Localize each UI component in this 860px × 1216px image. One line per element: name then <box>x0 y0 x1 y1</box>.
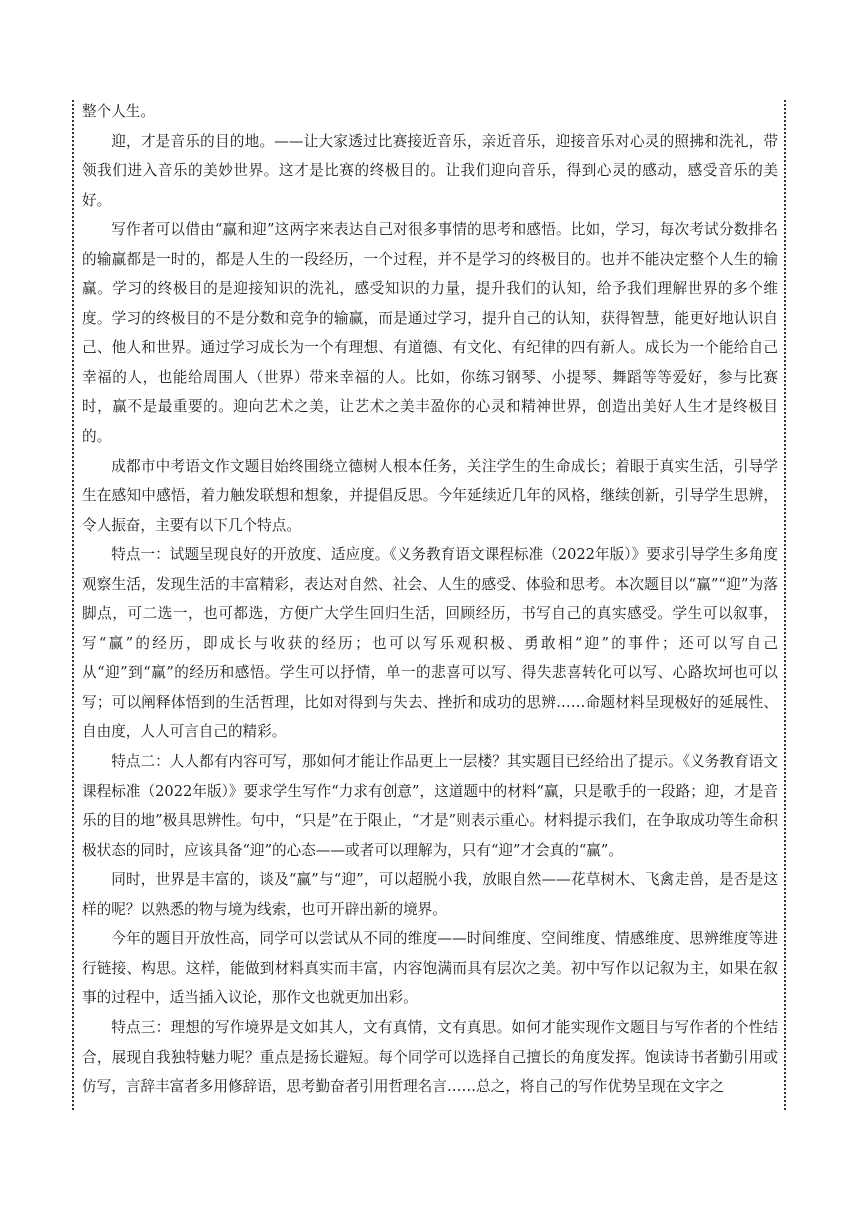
paragraph: 特点三：理想的写作境界是文如其人，文有真情，文有真思。如何才能实现作文题目与写作者的个性结合，展现自我独特魅力呢？重点是扬长避短。每个同学可以选择自己擅长的角度发挥。饱读诗书者勤引用或仿写，言辞丰富者多用修辞语，思考勤奋者引用哲理名言……总之，将自己的写作优势呈现在文字之 <box>82 1018 778 1096</box>
paragraph: 今年的题目开放性高，同学可以尝试从不同的维度——时间维度、空间维度、情感维度、思辨维度等进行链接、构思。这样，能做到材料真实而丰富，内容饱满而具有层次之美。初中写作以记叙为主，如果在叙事的过程中，适当插入议论，那作文也就更加出彩。 <box>82 930 778 1007</box>
paragraph: 整个人生。 <box>82 103 155 120</box>
paragraph: 成都市中考语文作文题目始终围绕立德树人根本任务，关注学生的生命成长；着眼于真实生活，引导学生在感知中感悟，着力触发联想和想象，并提倡反思。今年延续近几年的风格，继续创新，引导学生思辨，令人振奋，主要有以下几个特点。 <box>82 457 778 534</box>
paragraph: 同时，世界是丰富的，谈及“赢”与“迎”，可以超脱小我，放眼自然——花草树木、飞禽走兽，是否是这样的呢？以熟悉的物与境为线索，也可开辟出新的境界。 <box>82 871 778 918</box>
paragraph: 迎，才是音乐的目的地。——让大家透过比赛接近音乐，亲近音乐，迎接音乐对心灵的照拂和洗礼，带领我们进入音乐的美妙世界。这才是比赛的终极目的。让我们迎向音乐，得到心灵的感动，感受音乐的美好。 <box>82 132 778 209</box>
paragraph: 特点一：试题呈现良好的开放度、适应度。《义务教育语文课程标准（2022年版）》要求引导学生多角度观察生活，发现生活的丰富精彩，表达对自然、社会、人生的感受、体验和思考。本次题目以“赢”“迎”为落脚点，可二选一，也可都选，方便广大学生回归生活，回顾经历，书写自己的真实感受。学生可以叙事，写“赢”的经历，即成长与收获的经历；也可以写乐观积极、勇敢相“迎”的事件；还可以写自己从“迎”到“赢”的经历和感悟。学生可以抒情，单一的悲喜可以写、得失悲喜转化可以写、心路坎坷也可以写；可以阐释体悟到的生活哲理，比如对得到与失去、挫折和成功的思辨……命题材料呈现极好的延展性、自由度，人人可言自己的精彩。 <box>82 546 778 741</box>
paragraph: 特点二：人人都有内容可写，那如何才能让作品更上一层楼？其实题目已经给出了提示。《义务教育语文课程标准（2022年版）》要求学生写作“力求有创意”，这道题中的材料“赢，只是歌手的一段路；迎，才是音乐的目的地”极具思辨性。句中，“只是”在于限止，“才是”则表示重心。材料提示我们，在争取成功等生命积极状态的同时，应该具备“迎”的心态——或者可以理解为，只有“迎”才会真的“赢”。 <box>82 753 778 859</box>
article-body <box>82 97 778 1102</box>
paragraph: 写作者可以借由“赢和迎”这两字来表达自己对很多事情的思考和感悟。比如，学习，每次考试分数排名的输赢都是一时的，都是人生的一段经历，一个过程，并不是学习的终极目的。也并不能决定整个人生的输赢。学习的终极目的是迎接知识的洗礼，感受知识的力量，提升我们的认知，给予我们理解世界的多个维度。学习的终极目的不是分数和竞争的输赢，而是通过学习，提升自己的认知，获得智慧，能更好地认识自己、他人和世界。通过学习成长为一个有理想、有道德、有文化、有纪律的四有新人。成长为一个能给自己幸福的人，也能给周围人（世界）带来幸福的人。比如，你练习钢琴、小提琴、舞蹈等等爱好，参与比赛时，赢不是最重要的。迎向艺术之美，让艺术之美丰盈你的心灵和精神世界，创造出美好人生才是终极目的。 <box>82 221 778 446</box>
